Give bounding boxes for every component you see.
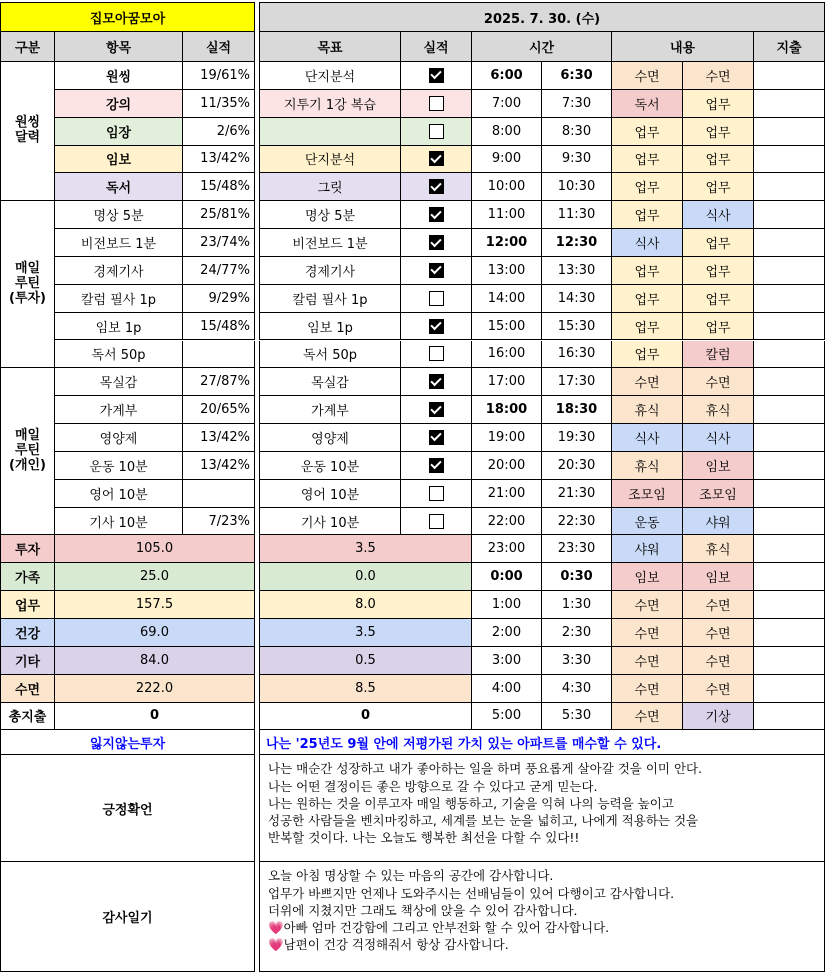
done-cell (401, 452, 472, 480)
activity-first: 휴식 (612, 452, 683, 480)
expense-cell (754, 647, 825, 675)
activity-first: 수면 (612, 647, 683, 675)
time-start: 8:00 (472, 118, 542, 146)
summary-total: 69.0 (55, 619, 255, 647)
activity-second: 조모임 (683, 480, 754, 508)
time-half: 6:30 (542, 62, 612, 90)
time-half: 11:30 (542, 201, 612, 229)
time-start: 18:00 (472, 396, 542, 424)
done-cell (401, 480, 472, 508)
done-cell (401, 146, 472, 174)
affirmation-label: 긍정확언 (0, 755, 255, 862)
habit-performance: 19/61% (183, 62, 255, 90)
expense-cell (754, 62, 825, 90)
time-start: 7:00 (472, 90, 542, 118)
header-time: 시간 (472, 32, 612, 62)
habit-item: 경제기사 (55, 257, 183, 285)
expense-cell (754, 285, 825, 313)
activity-second: 샤워 (683, 508, 754, 536)
done-cell (401, 118, 472, 146)
expense-cell (754, 201, 825, 229)
expense-cell (754, 368, 825, 396)
time-start: 22:00 (472, 508, 542, 536)
goal-cell: 기사 10분 (259, 508, 401, 536)
done-cell (401, 229, 472, 257)
summary-today: 0.5 (259, 647, 472, 675)
expense-cell (754, 703, 825, 731)
checkbox[interactable] (429, 124, 444, 139)
activity-second: 임보 (683, 452, 754, 480)
time-half: 17:30 (542, 368, 612, 396)
habit-performance (183, 341, 255, 369)
activity-second: 식사 (683, 201, 754, 229)
activity-second: 수면 (683, 675, 754, 703)
goal-cell: 경제기사 (259, 257, 401, 285)
activity-second: 업무 (683, 313, 754, 341)
done-cell (401, 508, 472, 536)
activity-first: 식사 (612, 229, 683, 257)
habit-item: 임장 (55, 118, 183, 146)
activity-first: 휴식 (612, 396, 683, 424)
habit-performance: 27/87% (183, 368, 255, 396)
header-goal: 목표 (259, 32, 401, 62)
expense-cell (754, 480, 825, 508)
motto-text: 나는 '25년도 9월 안에 저평가된 가치 있는 아파트를 매수할 수 있다. (259, 730, 825, 755)
time-start: 4:00 (472, 675, 542, 703)
habit-performance: 13/42% (183, 452, 255, 480)
habit-item: 칼럼 필사 1p (55, 285, 183, 313)
habit-item: 강의 (55, 90, 183, 118)
time-start: 13:00 (472, 257, 542, 285)
header-item: 항목 (55, 32, 183, 62)
activity-first: 업무 (612, 173, 683, 201)
activity-second: 업무 (683, 257, 754, 285)
goal-cell: 단지분석 (259, 62, 401, 90)
time-start: 17:00 (472, 368, 542, 396)
activity-first: 업무 (612, 341, 683, 369)
summary-category: 총지출 (0, 703, 55, 731)
habit-item: 기사 10분 (55, 508, 183, 536)
checkbox[interactable] (429, 179, 444, 194)
activity-first: 임보 (612, 563, 683, 591)
summary-total: 84.0 (55, 647, 255, 675)
expense-cell (754, 396, 825, 424)
habit-item: 임보 1p (55, 313, 183, 341)
time-start: 3:00 (472, 647, 542, 675)
expense-cell (754, 619, 825, 647)
time-half: 15:30 (542, 313, 612, 341)
habit-performance: 11/35% (183, 90, 255, 118)
done-cell (401, 62, 472, 90)
activity-second: 수면 (683, 368, 754, 396)
header-performance: 실적 (183, 32, 255, 62)
habit-performance: 23/74% (183, 229, 255, 257)
habit-item: 명상 5분 (55, 201, 183, 229)
goal-cell: 지투기 1강 복습 (259, 90, 401, 118)
time-half: 4:30 (542, 675, 612, 703)
habit-performance: 2/6% (183, 118, 255, 146)
time-half: 12:30 (542, 229, 612, 257)
checkbox[interactable] (429, 458, 444, 473)
summary-category: 수면 (0, 675, 55, 703)
checkbox[interactable] (429, 430, 444, 445)
group-label: 매일 루틴 (개인) (0, 368, 55, 535)
activity-first: 업무 (612, 313, 683, 341)
activity-first: 샤워 (612, 535, 683, 563)
time-half: 19:30 (542, 424, 612, 452)
time-start: 14:00 (472, 285, 542, 313)
habit-performance: 13/42% (183, 146, 255, 174)
time-half: 16:30 (542, 341, 612, 369)
activity-first: 업무 (612, 146, 683, 174)
time-half: 7:30 (542, 90, 612, 118)
summary-today: 3.5 (259, 535, 472, 563)
habit-performance: 25/81% (183, 201, 255, 229)
time-half: 13:30 (542, 257, 612, 285)
affirmation-text: 나는 매순간 성장하고 내가 좋아하는 일을 하며 풍요롭게 살아갈 것을 이미 안다. 나는 어떤 결정이든 좋은 방향으로 갈 수 있다고 굳게 믿는다. 나는 원하는 것을 이루고자 매일 행동하고, 기술을 익혀 나의 능력을 높이고 성공한 사람들을 벤치마킹하고, 세계를 보는 눈을 넓히고, 나에게 적용하는 것을 반복할 것이다. 나는 오늘도 행복한 최선을 다할 수 있다!! (259, 755, 825, 862)
goal-cell: 칼럼 필사 1p (259, 285, 401, 313)
done-cell (401, 313, 472, 341)
activity-first: 식사 (612, 424, 683, 452)
activity-second: 업무 (683, 90, 754, 118)
goal-cell: 독서 50p (259, 341, 401, 369)
habit-item: 목실감 (55, 368, 183, 396)
goal-cell: 그릿 (259, 173, 401, 201)
summary-total: 222.0 (55, 675, 255, 703)
time-half: 2:30 (542, 619, 612, 647)
activity-second: 임보 (683, 563, 754, 591)
time-start: 9:00 (472, 146, 542, 174)
expense-cell (754, 173, 825, 201)
checkbox[interactable] (429, 235, 444, 250)
expense-cell (754, 229, 825, 257)
checkbox[interactable] (429, 486, 444, 501)
activity-second: 업무 (683, 118, 754, 146)
checkbox[interactable] (429, 263, 444, 278)
done-cell (401, 285, 472, 313)
time-start: 5:00 (472, 703, 542, 731)
motto-label: 잃지않는투자 (0, 730, 255, 755)
goal-cell: 영어 10분 (259, 480, 401, 508)
expense-cell (754, 535, 825, 563)
group-label: 매일 루틴 (투자) (0, 201, 55, 368)
done-cell (401, 341, 472, 369)
time-half: 8:30 (542, 118, 612, 146)
habit-item: 가계부 (55, 396, 183, 424)
time-start: 6:00 (472, 62, 542, 90)
goal-cell: 영양제 (259, 424, 401, 452)
time-start: 10:00 (472, 173, 542, 201)
habit-item: 운동 10분 (55, 452, 183, 480)
activity-second: 휴식 (683, 535, 754, 563)
activity-second: 수면 (683, 619, 754, 647)
summary-today: 3.5 (259, 619, 472, 647)
time-start: 21:00 (472, 480, 542, 508)
group-label: 원씽 달력 (0, 62, 55, 201)
time-half: 14:30 (542, 285, 612, 313)
habit-item: 영양제 (55, 424, 183, 452)
activity-second: 수면 (683, 647, 754, 675)
done-cell (401, 173, 472, 201)
time-half: 20:30 (542, 452, 612, 480)
expense-cell (754, 452, 825, 480)
habit-item: 비전보드 1분 (55, 229, 183, 257)
activity-second: 수면 (683, 62, 754, 90)
header-content: 내용 (612, 32, 754, 62)
time-half: 5:30 (542, 703, 612, 731)
gratitude-label: 감사일기 (0, 862, 255, 972)
time-half: 23:30 (542, 535, 612, 563)
date-header: 2025. 7. 30. (수) (259, 2, 825, 32)
summary-category: 투자 (0, 535, 55, 563)
expense-cell (754, 146, 825, 174)
activity-second: 수면 (683, 591, 754, 619)
activity-second: 휴식 (683, 396, 754, 424)
done-cell (401, 257, 472, 285)
activity-second: 업무 (683, 146, 754, 174)
goal-cell: 비전보드 1분 (259, 229, 401, 257)
header-done: 실적 (401, 32, 472, 62)
time-half: 3:30 (542, 647, 612, 675)
summary-category: 기타 (0, 647, 55, 675)
activity-first: 업무 (612, 201, 683, 229)
summary-category: 업무 (0, 591, 55, 619)
done-cell (401, 90, 472, 118)
summary-total: 0 (55, 703, 255, 731)
time-start: 19:00 (472, 424, 542, 452)
habit-performance: 7/23% (183, 508, 255, 536)
time-start: 20:00 (472, 452, 542, 480)
summary-today: 0.0 (259, 563, 472, 591)
time-start: 1:00 (472, 591, 542, 619)
time-half: 9:30 (542, 146, 612, 174)
expense-cell (754, 257, 825, 285)
expense-cell (754, 341, 825, 369)
summary-today: 0 (259, 703, 472, 731)
habit-performance: 15/48% (183, 173, 255, 201)
checkbox[interactable] (429, 151, 444, 166)
checkbox[interactable] (429, 207, 444, 222)
activity-first: 수면 (612, 619, 683, 647)
done-cell (401, 368, 472, 396)
checkbox[interactable] (429, 374, 444, 389)
sheet-title: 집모아꿈모아 (0, 2, 255, 32)
summary-today: 8.0 (259, 591, 472, 619)
time-start: 15:00 (472, 313, 542, 341)
checkbox[interactable] (429, 346, 444, 361)
checkbox[interactable] (429, 68, 444, 83)
habit-performance (183, 480, 255, 508)
time-start: 16:00 (472, 341, 542, 369)
habit-performance: 9/29% (183, 285, 255, 313)
goal-cell: 단지분석 (259, 146, 401, 174)
done-cell (401, 201, 472, 229)
time-half: 1:30 (542, 591, 612, 619)
habit-item: 독서 50p (55, 341, 183, 369)
expense-cell (754, 90, 825, 118)
activity-first: 업무 (612, 257, 683, 285)
activity-first: 수면 (612, 368, 683, 396)
expense-cell (754, 313, 825, 341)
checkbox[interactable] (429, 291, 444, 306)
habit-item: 임보 (55, 146, 183, 174)
time-start: 11:00 (472, 201, 542, 229)
time-half: 0:30 (542, 563, 612, 591)
expense-cell (754, 675, 825, 703)
activity-second: 기상 (683, 703, 754, 731)
habit-performance: 15/48% (183, 313, 255, 341)
activity-second: 업무 (683, 229, 754, 257)
activity-second: 업무 (683, 285, 754, 313)
habit-performance: 13/42% (183, 424, 255, 452)
goal-cell: 임보 1p (259, 313, 401, 341)
activity-first: 수면 (612, 62, 683, 90)
habit-performance: 20/65% (183, 396, 255, 424)
time-start: 0:00 (472, 563, 542, 591)
summary-total: 25.0 (55, 563, 255, 591)
activity-first: 수면 (612, 703, 683, 731)
time-start: 23:00 (472, 535, 542, 563)
activity-first: 조모임 (612, 480, 683, 508)
habit-item: 영어 10분 (55, 480, 183, 508)
summary-total: 157.5 (55, 591, 255, 619)
activity-second: 식사 (683, 424, 754, 452)
habit-item: 원씽 (55, 62, 183, 90)
activity-second: 칼럼 (683, 341, 754, 369)
summary-today: 8.5 (259, 675, 472, 703)
time-start: 12:00 (472, 229, 542, 257)
goal-cell: 목실감 (259, 368, 401, 396)
summary-category: 가족 (0, 563, 55, 591)
expense-cell (754, 118, 825, 146)
summary-category: 건강 (0, 619, 55, 647)
done-cell (401, 424, 472, 452)
expense-cell (754, 563, 825, 591)
time-half: 22:30 (542, 508, 612, 536)
done-cell (401, 396, 472, 424)
summary-total: 105.0 (55, 535, 255, 563)
checkbox[interactable] (429, 514, 444, 529)
habit-performance: 24/77% (183, 257, 255, 285)
habit-item: 독서 (55, 173, 183, 201)
time-start: 2:00 (472, 619, 542, 647)
time-half: 21:30 (542, 480, 612, 508)
goal-cell: 명상 5분 (259, 201, 401, 229)
checkbox[interactable] (429, 96, 444, 111)
column-gap (255, 0, 259, 974)
gratitude-text: 오늘 아침 명상할 수 있는 마음의 공간에 감사합니다. 업무가 바쁘지만 언제나 도와주시는 선배님들이 있어 다행이고 감사합니다. 더위에 지쳤지만 그래도 책상에 앉을 수 있어 감사합니다. 💗아빠 엄마 건강함에 그리고 안부전화 할 수 있어 감사합니다. 💗남편이 건강 걱정해줘서 항상 감사합니다. (259, 862, 825, 972)
activity-first: 수면 (612, 591, 683, 619)
time-half: 18:30 (542, 396, 612, 424)
expense-cell (754, 591, 825, 619)
goal-cell: 운동 10분 (259, 452, 401, 480)
checkbox[interactable] (429, 319, 444, 334)
header-expense: 지출 (754, 32, 825, 62)
checkbox[interactable] (429, 402, 444, 417)
activity-second: 업무 (683, 173, 754, 201)
expense-cell (754, 508, 825, 536)
header-gubun: 구분 (0, 32, 55, 62)
activity-first: 수면 (612, 675, 683, 703)
activity-first: 업무 (612, 118, 683, 146)
activity-first: 업무 (612, 285, 683, 313)
time-half: 10:30 (542, 173, 612, 201)
activity-first: 운동 (612, 508, 683, 536)
goal-cell: 가계부 (259, 396, 401, 424)
activity-first: 독서 (612, 90, 683, 118)
goal-cell (259, 118, 401, 146)
expense-cell (754, 424, 825, 452)
